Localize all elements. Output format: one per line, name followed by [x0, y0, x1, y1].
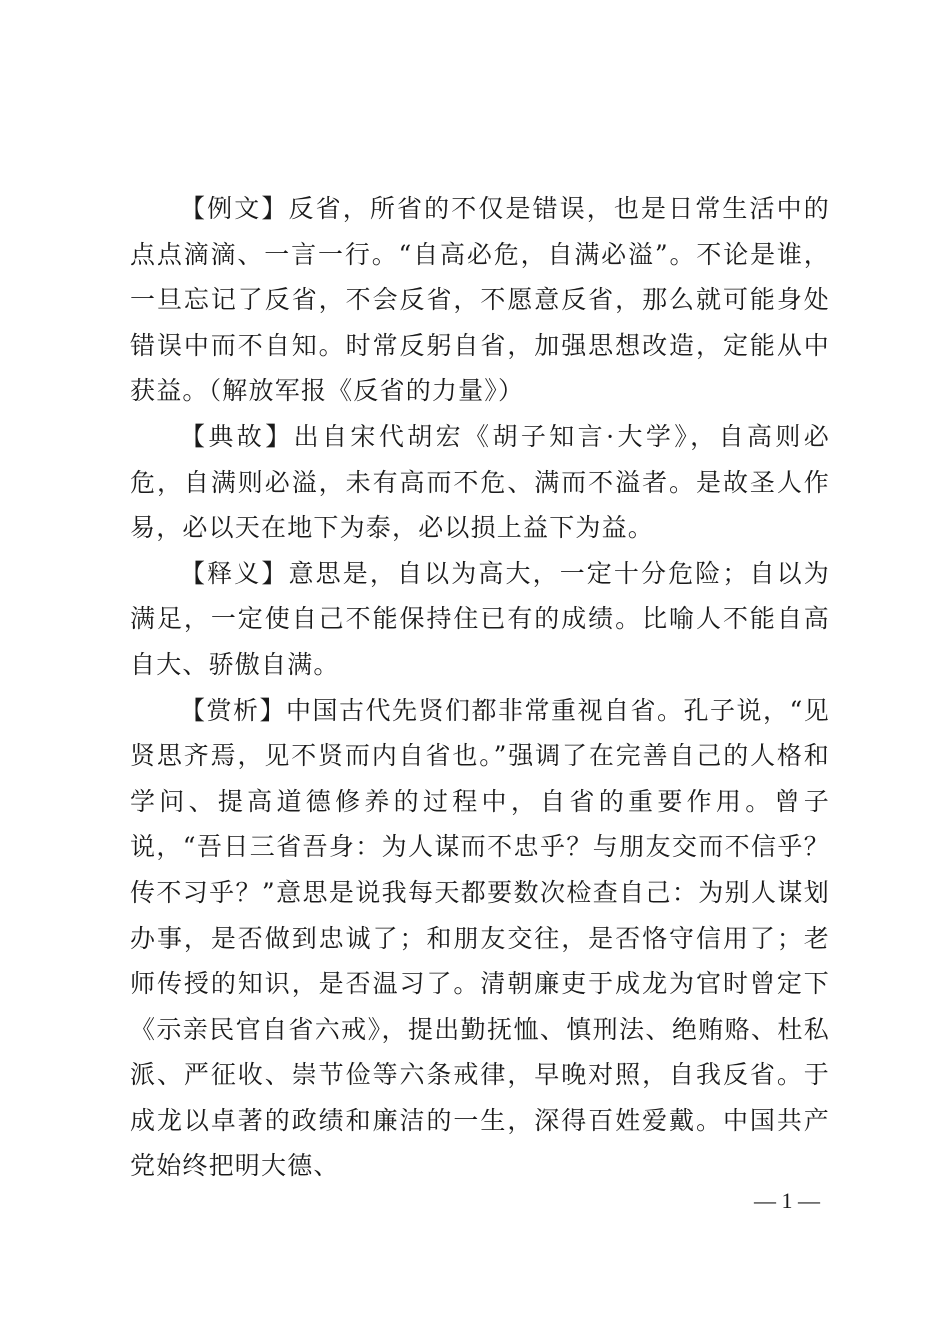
paragraph-allusion-text: 出自宋代胡宏《胡子知言·大学》，自高则必危，自满则必溢，未有高而不危、满而不溢者。是故圣人作易，必以天在地下为泰，必以损上益下为益。 — [130, 421, 830, 543]
section-tag-meaning: 【释义】 — [180, 558, 289, 588]
section-tag-appreciation: 【赏析】 — [180, 695, 287, 725]
section-tag-allusion: 【典故】 — [180, 421, 294, 451]
paragraph-appreciation-text: 中国古代先贤们都非常重视自省。孔子说，“见贤思齐焉，见不贤而内自省也。”强调了在完善自己的人格和学问、提高道德修养的过程中，自省的重要作用。曾子说，“吾日三省吾身：为人谋而不忠乎？与朋友交而不信乎？传不习乎？”意思是说我每天都要数次检查自己：为别人谋划办事，是否做到忠诚了；和朋友交往，是否恪守信用了；老师传授的知识，是否温习了。清朝廉吏于成龙为官时曾定下《示亲民官自省六戒》，提出勤抚恤、慎刑法、绝贿赂、杜私派、严征收、崇节俭等六条戒律，早晚对照，自我反省。于成龙以卓著的政绩和廉洁的一生，深得百姓爱戴。中国共产党始终把明大德、 — [130, 695, 831, 1181]
paragraph-meaning — [130, 551, 830, 688]
section-tag-example: 【例文】 — [180, 194, 289, 223]
paragraph-allusion — [130, 414, 830, 551]
page-number: — 1 — — [754, 1188, 820, 1213]
paragraph-example — [130, 186, 830, 414]
paragraph-example-text: 反省，所省的不仅是错误，也是日常生活中的点点滴滴、一言一行。“自高必危，自满必溢”。不论是谁，一旦忘记了反省，不会反省，不愿意反省，那么就可能身处错误中而不自知。时常反躬自省，加强思想改造，定能从中获益。（解放军报《反省的力量》） — [130, 194, 830, 406]
paragraph-meaning-text: 意思是，自以为高大，一定十分危险；自以为满足，一定使自己不能保持住已有的成绩。比喻人不能自高自大、骄傲自满。 — [130, 558, 830, 679]
paragraph-appreciation — [130, 688, 830, 1190]
document-body — [130, 186, 830, 1189]
